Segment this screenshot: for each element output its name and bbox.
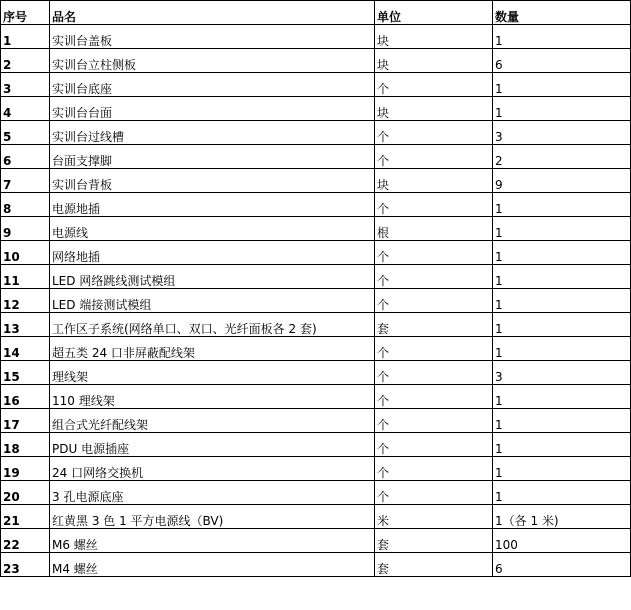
cell-unit: 个 bbox=[375, 289, 493, 313]
cell-qty: 1 bbox=[493, 313, 631, 337]
table-row bbox=[1, 553, 631, 577]
cell-unit: 个 bbox=[375, 121, 493, 145]
cell-unit: 块 bbox=[375, 25, 493, 49]
cell-name: 超五类 24 口非屏蔽配线架 bbox=[50, 337, 375, 361]
cell-unit: 个 bbox=[375, 193, 493, 217]
cell-seq: 19 bbox=[1, 457, 50, 481]
cell-name: LED 网络跳线测试模组 bbox=[50, 265, 375, 289]
table-header-row bbox=[1, 1, 631, 25]
cell-seq: 6 bbox=[1, 145, 50, 169]
table-body bbox=[1, 25, 631, 577]
cell-name: 24 口网络交换机 bbox=[50, 457, 375, 481]
cell-unit: 个 bbox=[375, 241, 493, 265]
cell-name: M6 螺丝 bbox=[50, 529, 375, 553]
cell-unit: 个 bbox=[375, 385, 493, 409]
cell-qty: 3 bbox=[493, 361, 631, 385]
cell-seq: 13 bbox=[1, 313, 50, 337]
cell-seq: 8 bbox=[1, 193, 50, 217]
table-row bbox=[1, 409, 631, 433]
cell-qty: 1 bbox=[493, 409, 631, 433]
table-row bbox=[1, 337, 631, 361]
cell-seq: 23 bbox=[1, 553, 50, 577]
cell-name: 台面支撑脚 bbox=[50, 145, 375, 169]
cell-unit: 块 bbox=[375, 49, 493, 73]
cell-unit: 个 bbox=[375, 481, 493, 505]
cell-unit: 个 bbox=[375, 265, 493, 289]
cell-unit: 个 bbox=[375, 361, 493, 385]
cell-qty: 1 bbox=[493, 241, 631, 265]
cell-unit: 套 bbox=[375, 553, 493, 577]
cell-unit: 个 bbox=[375, 73, 493, 97]
cell-qty: 6 bbox=[493, 49, 631, 73]
cell-name: 电源线 bbox=[50, 217, 375, 241]
cell-name: 110 理线架 bbox=[50, 385, 375, 409]
cell-unit: 块 bbox=[375, 169, 493, 193]
cell-qty: 1 bbox=[493, 385, 631, 409]
cell-name: LED 端接测试模组 bbox=[50, 289, 375, 313]
cell-seq: 20 bbox=[1, 481, 50, 505]
cell-qty: 1 bbox=[493, 337, 631, 361]
cell-unit: 根 bbox=[375, 217, 493, 241]
cell-seq: 1 bbox=[1, 25, 50, 49]
cell-seq: 14 bbox=[1, 337, 50, 361]
cell-unit: 套 bbox=[375, 529, 493, 553]
cell-name: 实训台过线槽 bbox=[50, 121, 375, 145]
cell-name: 实训台底座 bbox=[50, 73, 375, 97]
cell-name: 电源地插 bbox=[50, 193, 375, 217]
cell-name: 实训台立柱侧板 bbox=[50, 49, 375, 73]
cell-name: PDU 电源插座 bbox=[50, 433, 375, 457]
cell-name: 工作区子系统(网络单口、双口、光纤面板各 2 套) bbox=[50, 313, 375, 337]
cell-unit: 米 bbox=[375, 505, 493, 529]
cell-qty: 1 bbox=[493, 217, 631, 241]
cell-seq: 17 bbox=[1, 409, 50, 433]
cell-qty: 1 bbox=[493, 457, 631, 481]
table-row bbox=[1, 145, 631, 169]
table-row bbox=[1, 481, 631, 505]
cell-seq: 4 bbox=[1, 97, 50, 121]
table-row bbox=[1, 25, 631, 49]
table-row bbox=[1, 73, 631, 97]
cell-name: 红黄黑 3 色 1 平方电源线（BV) bbox=[50, 505, 375, 529]
table-row bbox=[1, 193, 631, 217]
cell-seq: 18 bbox=[1, 433, 50, 457]
table-row bbox=[1, 433, 631, 457]
cell-qty: 100 bbox=[493, 529, 631, 553]
table-row bbox=[1, 121, 631, 145]
cell-name: 实训台盖板 bbox=[50, 25, 375, 49]
table-row bbox=[1, 529, 631, 553]
table-row bbox=[1, 97, 631, 121]
table-row bbox=[1, 265, 631, 289]
cell-unit: 个 bbox=[375, 145, 493, 169]
cell-qty: 1 bbox=[493, 97, 631, 121]
cell-seq: 10 bbox=[1, 241, 50, 265]
cell-name: M4 螺丝 bbox=[50, 553, 375, 577]
header-seq: 序号 bbox=[1, 1, 50, 25]
cell-seq: 3 bbox=[1, 73, 50, 97]
cell-name: 3 孔电源底座 bbox=[50, 481, 375, 505]
table-row bbox=[1, 49, 631, 73]
cell-qty: 2 bbox=[493, 145, 631, 169]
cell-qty: 1 bbox=[493, 193, 631, 217]
table-row bbox=[1, 361, 631, 385]
cell-unit: 套 bbox=[375, 313, 493, 337]
cell-qty: 1 bbox=[493, 25, 631, 49]
cell-seq: 15 bbox=[1, 361, 50, 385]
table-row bbox=[1, 313, 631, 337]
cell-seq: 2 bbox=[1, 49, 50, 73]
cell-name: 网络地插 bbox=[50, 241, 375, 265]
cell-seq: 5 bbox=[1, 121, 50, 145]
header-unit: 单位 bbox=[375, 1, 493, 25]
cell-unit: 个 bbox=[375, 337, 493, 361]
cell-seq: 16 bbox=[1, 385, 50, 409]
table-row bbox=[1, 385, 631, 409]
cell-qty: 1 bbox=[493, 73, 631, 97]
cell-unit: 块 bbox=[375, 97, 493, 121]
table-row bbox=[1, 217, 631, 241]
table-row bbox=[1, 169, 631, 193]
table-row bbox=[1, 505, 631, 529]
cell-qty: 1 bbox=[493, 265, 631, 289]
cell-name: 组合式光纤配线架 bbox=[50, 409, 375, 433]
cell-unit: 个 bbox=[375, 433, 493, 457]
cell-qty: 1（各 1 米) bbox=[493, 505, 631, 529]
cell-name: 实训台背板 bbox=[50, 169, 375, 193]
cell-seq: 22 bbox=[1, 529, 50, 553]
cell-seq: 11 bbox=[1, 265, 50, 289]
table-row bbox=[1, 241, 631, 265]
cell-seq: 9 bbox=[1, 217, 50, 241]
cell-name: 实训台台面 bbox=[50, 97, 375, 121]
table-row bbox=[1, 289, 631, 313]
table-row bbox=[1, 457, 631, 481]
cell-unit: 个 bbox=[375, 409, 493, 433]
cell-qty: 1 bbox=[493, 481, 631, 505]
cell-qty: 3 bbox=[493, 121, 631, 145]
header-name: 品名 bbox=[50, 1, 375, 25]
cell-seq: 12 bbox=[1, 289, 50, 313]
cell-name: 理线架 bbox=[50, 361, 375, 385]
cell-qty: 6 bbox=[493, 553, 631, 577]
cell-qty: 9 bbox=[493, 169, 631, 193]
cell-seq: 21 bbox=[1, 505, 50, 529]
cell-qty: 1 bbox=[493, 433, 631, 457]
cell-qty: 1 bbox=[493, 289, 631, 313]
cell-unit: 个 bbox=[375, 457, 493, 481]
header-qty: 数量 bbox=[493, 1, 631, 25]
cell-seq: 7 bbox=[1, 169, 50, 193]
